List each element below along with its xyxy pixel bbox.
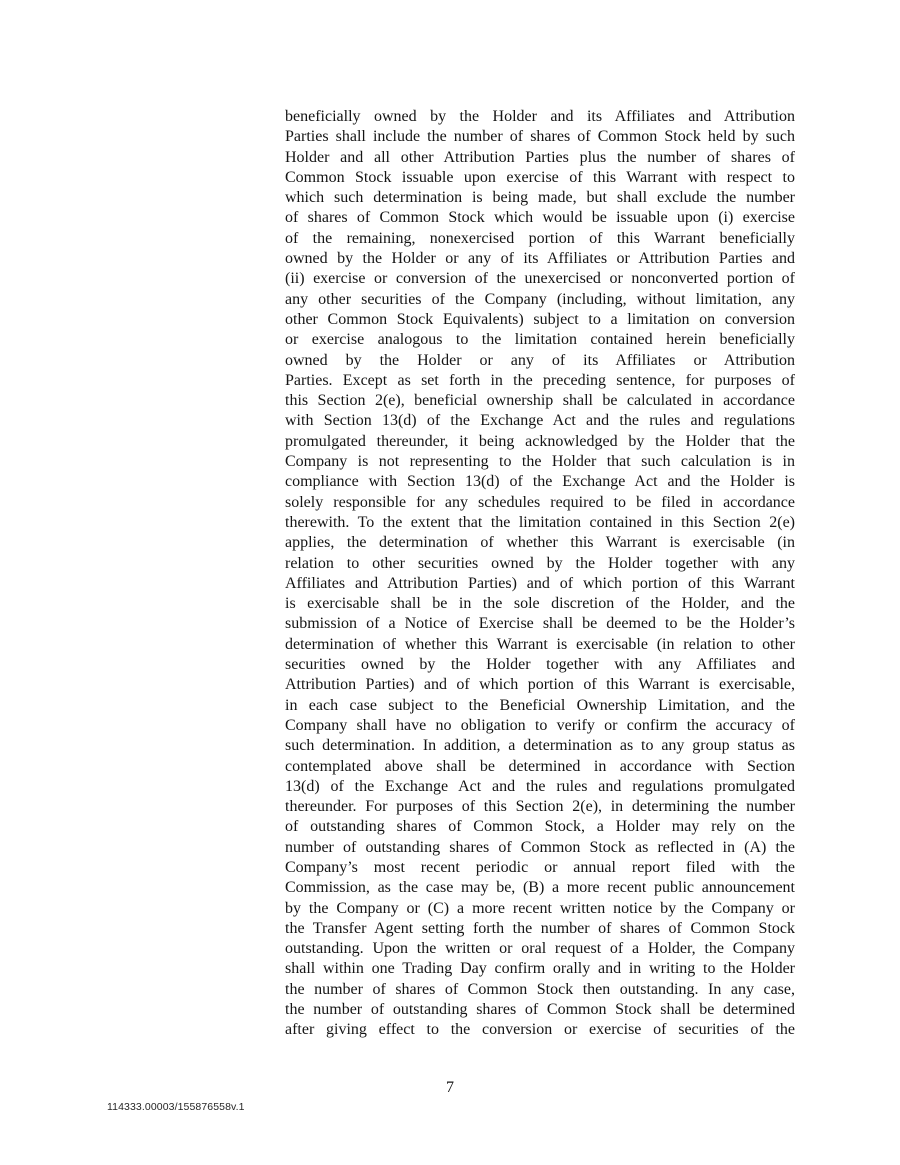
text-line: in each case subject to the Beneficial Ownership Limitation, and the	[285, 696, 795, 714]
text-line: thereunder. For purposes of this Section 2(e), in determining the number	[285, 798, 795, 816]
text-line: by the Company or (C) a more recent written notice by the Company or	[285, 899, 795, 917]
text-line: Commission, as the case may be, (B) a more recent public announcement	[285, 879, 795, 897]
text-line: this Section 2(e), beneficial ownership shall be calculated in accordance	[285, 392, 795, 410]
text-line: owned by the Holder or any of its Affiliates or Attribution Parties and	[285, 250, 795, 268]
text-line: Holder and all other Attribution Parties plus the number of shares of	[285, 148, 795, 166]
text-line: Company is not representing to the Holder that such calculation is in	[285, 453, 795, 471]
text-line: solely responsible for any schedules required to be filed in accordance	[285, 493, 795, 511]
text-line: which such determination is being made, but shall exclude the number	[285, 189, 795, 207]
text-line: securities owned by the Holder together with any Affiliates and	[285, 656, 795, 674]
text-line: Company’s most recent periodic or annual report filed with the	[285, 858, 795, 876]
text-line: therewith. To the extent that the limitation contained in this Section 2(e)	[285, 513, 795, 531]
page-number: 7	[446, 1079, 454, 1096]
text-line: (ii) exercise or conversion of the unexercised or nonconverted portion of	[285, 270, 795, 288]
text-line: owned by the Holder or any of its Affiliates or Attribution	[285, 351, 795, 369]
text-line: 13(d) of the Exchange Act and the rules and regulations promulgated	[285, 777, 795, 795]
text-line: Parties shall include the number of shares of Common Stock held by such	[285, 128, 795, 146]
text-line: Company shall have no obligation to verify or confirm the accuracy of	[285, 716, 795, 734]
text-line: of outstanding shares of Common Stock, a Holder may rely on the	[285, 818, 795, 836]
text-line: number of outstanding shares of Common Stock as reflected in (A) the	[285, 838, 795, 856]
text-line: contemplated above shall be determined in accordance with Section	[285, 757, 795, 775]
text-line: promulgated thereunder, it being acknowledged by the Holder that the	[285, 432, 795, 450]
text-line: of shares of Common Stock which would be issuable upon (i) exercise	[285, 209, 795, 227]
text-line: of the remaining, nonexercised portion of this Warrant beneficially	[285, 229, 795, 247]
text-line: Parties. Except as set forth in the preceding sentence, for purposes of	[285, 371, 795, 389]
text-line: with Section 13(d) of the Exchange Act and the rules and regulations	[285, 412, 795, 430]
text-line: the Transfer Agent setting forth the number of shares of Common Stock	[285, 919, 795, 937]
text-line: the number of outstanding shares of Common Stock shall be determined	[285, 1001, 795, 1019]
text-line: relation to other securities owned by the Holder together with any	[285, 554, 795, 572]
text-line: Common Stock issuable upon exercise of this Warrant with respect to	[285, 168, 795, 186]
text-line: such determination. In addition, a determination as to any group status as	[285, 737, 795, 755]
body-paragraph	[285, 107, 795, 1041]
text-line: submission of a Notice of Exercise shall be deemed to be the Holder’s	[285, 615, 795, 633]
text-line: any other securities of the Company (including, without limitation, any	[285, 290, 795, 308]
text-line: is exercisable shall be in the sole discretion of the Holder, and the	[285, 595, 795, 613]
text-line: compliance with Section 13(d) of the Exchange Act and the Holder is	[285, 473, 795, 491]
text-line: or exercise analogous to the limitation contained herein beneficially	[285, 331, 795, 349]
text-line: outstanding. Upon the written or oral request of a Holder, the Company	[285, 940, 795, 958]
text-line: applies, the determination of whether this Warrant is exercisable (in	[285, 534, 795, 552]
text-line: after giving effect to the conversion or exercise of securities of the	[285, 1021, 795, 1039]
text-line: beneficially owned by the Holder and its Affiliates and Attribution	[285, 108, 795, 125]
text-line: the number of shares of Common Stock then outstanding. In any case,	[285, 980, 795, 998]
text-line: Attribution Parties) and of which portion of this Warrant is exercisable,	[285, 676, 795, 694]
text-line: Affiliates and Attribution Parties) and of which portion of this Warrant	[285, 574, 795, 592]
text-line: other Common Stock Equivalents) subject to a limitation on conversion	[285, 310, 795, 328]
document-id: 114333.00003/155876558v.1	[107, 1101, 245, 1113]
text-line: determination of whether this Warrant is exercisable (in relation to other	[285, 635, 795, 653]
text-line: shall within one Trading Day confirm orally and in writing to the Holder	[285, 960, 795, 978]
